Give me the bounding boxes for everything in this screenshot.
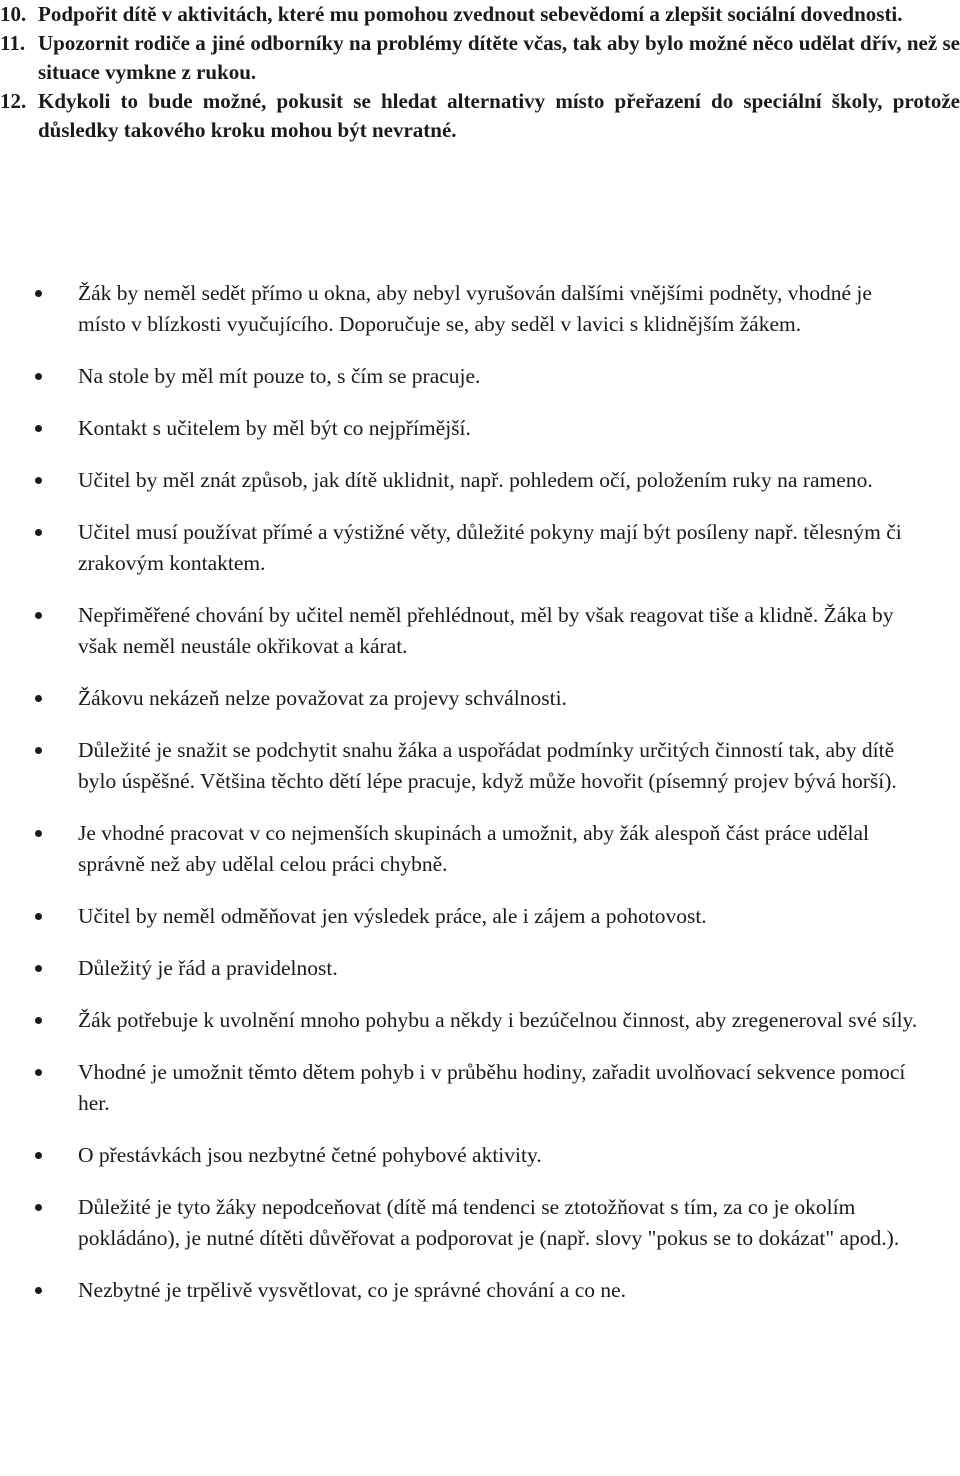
item-number: 10. xyxy=(0,2,27,26)
bullet-item xyxy=(0,278,960,340)
bullet-item xyxy=(0,683,960,714)
bullet-dot-icon xyxy=(35,1287,42,1294)
bullet-item xyxy=(0,1057,960,1119)
bullet-dot-icon xyxy=(35,290,42,297)
bullet-item xyxy=(0,465,960,496)
bullet-item xyxy=(0,818,960,880)
bullet-item xyxy=(0,413,960,444)
numbered-item xyxy=(0,29,960,87)
bullet-text: Důležitý je řád a pravidelnost. xyxy=(78,956,338,980)
bullet-text: O přestávkách jsou nezbytné četné pohybové aktivity. xyxy=(78,1143,542,1167)
bullet-item xyxy=(0,517,960,579)
bullet-item xyxy=(0,953,960,984)
bullet-dot-icon xyxy=(35,529,42,536)
bullet-text: Žákovu nekázeň nelze považovat za projevy schválnosti. xyxy=(78,686,567,710)
bullet-dot-icon xyxy=(35,425,42,432)
bullet-item xyxy=(0,600,960,662)
bullet-dot-icon xyxy=(35,965,42,972)
item-text: Podpořit dítě v aktivitách, které mu pomohou zvednout sebevědomí a zlepšit sociální dovednosti. xyxy=(38,2,903,26)
bullet-text: Nepřiměřené chování by učitel neměl přehlédnout, měl by však reagovat tiše a klidně. Žáka by však neměl neustále okřikovat a kárat. xyxy=(78,603,894,658)
bullet-text: Je vhodné pracovat v co nejmenších skupinách a umožnit, aby žák alespoň část práce udělal správně než aby udělal celou práci chybně. xyxy=(78,821,870,876)
bullet-text: Učitel by neměl odměňovat jen výsledek práce, ale i zájem a pohotovost. xyxy=(78,904,707,928)
bullet-dot-icon xyxy=(35,747,42,754)
bullet-text: Učitel musí používat přímé a výstižné věty, důležité pokyny mají být posíleny např. tělesným či zrakovým kontaktem. xyxy=(78,520,902,575)
bullet-item xyxy=(0,1275,960,1306)
bullet-text: Žák by neměl sedět přímo u okna, aby nebyl vyrušován dalšími vnějšími podněty, vhodné je místo v blízkosti vyučujícího. Doporučuje se, aby seděl v lavici s klidnějším žákem. xyxy=(78,281,872,336)
bullet-text: Nezbytné je trpělivě vysvětlovat, co je správné chování a co ne. xyxy=(78,1278,627,1302)
bullet-dot-icon xyxy=(35,695,42,702)
bullet-text: Důležité je tyto žáky nepodceňovat (dítě má tendenci se ztotožňovat s tím, za co je okolím pokládáno), je nutné dítěti důvěřovat a podporovat je (např. slovy "pokus se to dokázat" apod.). xyxy=(78,1195,900,1250)
bullet-item xyxy=(0,1192,960,1254)
bullet-item xyxy=(0,735,960,797)
bullet-item xyxy=(0,361,960,392)
bullet-text: Na stole by měl mít pouze to, s čím se pracuje. xyxy=(78,364,481,388)
item-text: Upozornit rodiče a jiné odborníky na problémy dítěte včas, tak aby bylo možné něco udělat dřív, než se situace vymkne z rukou. xyxy=(38,31,960,84)
bullet-item xyxy=(0,901,960,932)
bullet-dot-icon xyxy=(35,1204,42,1211)
item-number: 11. xyxy=(0,31,26,55)
bullet-recommendations-list xyxy=(0,278,960,1306)
bullet-text: Žák potřebuje k uvolnění mnoho pohybu a někdy i bezúčelnou činnost, aby zregeneroval své síly. xyxy=(78,1008,918,1032)
item-text: Kdykoli to bude možné, pokusit se hledat alternativy místo přeřazení do speciální školy, protože důsledky takového kroku mohou být nevratné. xyxy=(38,89,960,142)
bullet-dot-icon xyxy=(35,373,42,380)
numbered-item xyxy=(0,87,960,145)
bullet-text: Kontakt s učitelem by měl být co nejpřímější. xyxy=(78,416,471,440)
bullet-item xyxy=(0,1005,960,1036)
bullet-dot-icon xyxy=(35,612,42,619)
bullet-dot-icon xyxy=(35,477,42,484)
bullet-dot-icon xyxy=(35,1017,42,1024)
numbered-recommendations-list xyxy=(0,0,960,145)
bullet-dot-icon xyxy=(35,1152,42,1159)
bullet-dot-icon xyxy=(35,913,42,920)
bullet-text: Učitel by měl znát způsob, jak dítě uklidnit, např. pohledem očí, položením ruky na rameno. xyxy=(78,468,873,492)
bullet-item xyxy=(0,1140,960,1171)
bullet-dot-icon xyxy=(35,1069,42,1076)
item-number: 12. xyxy=(0,89,27,113)
numbered-item xyxy=(0,0,960,29)
bullet-dot-icon xyxy=(35,830,42,837)
bullet-text: Vhodné je umožnit těmto dětem pohyb i v průběhu hodiny, zařadit uvolňovací sekvence pomocí her. xyxy=(78,1060,906,1115)
bullet-text: Důležité je snažit se podchytit snahu žáka a uspořádat podmínky určitých činností tak, aby dítě bylo úspěšné. Většina těchto dětí lépe pracuje, když může hovořit (písemný projev bývá horší). xyxy=(78,738,897,793)
